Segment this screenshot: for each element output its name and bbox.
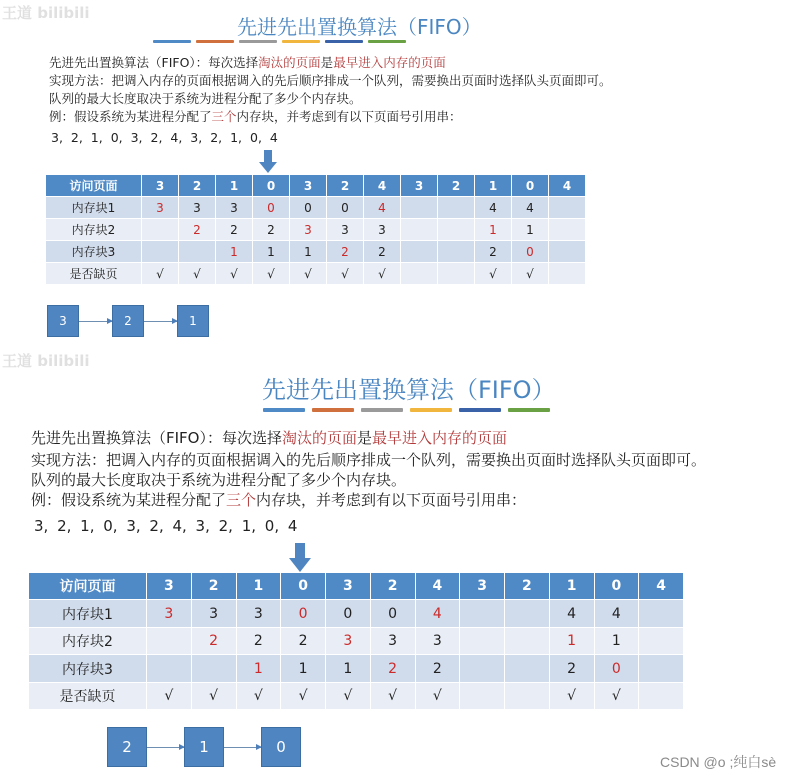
underline-bar [239, 40, 277, 43]
underline-bar [410, 408, 452, 412]
definition-line [31, 431, 507, 446]
title-underline-bars [153, 40, 406, 43]
table-cell: 2 [364, 241, 401, 263]
page-reference-cell: 1 [237, 573, 282, 600]
table-row [46, 241, 586, 263]
table-row [46, 219, 586, 241]
page-reference-cell: 2 [371, 573, 416, 600]
table-row [29, 683, 684, 710]
table-cell: 0 [326, 600, 371, 628]
table-cell [438, 263, 475, 285]
table-cell: 3 [147, 600, 192, 628]
table-cell: 0 [327, 197, 364, 219]
table-cell [505, 655, 550, 683]
table-cell: 3 [192, 600, 237, 628]
table-cell: 2 [475, 241, 512, 263]
row-label: 内存块2 [29, 628, 147, 655]
table-cell: 2 [237, 628, 282, 655]
queue-node: 0 [261, 727, 301, 767]
example-highlight: 三个 [226, 491, 257, 509]
reference-string: 3, 2, 1, 0, 3, 2, 4, 3, 2, 1, 0, 4 [34, 517, 298, 535]
table-cell [147, 655, 192, 683]
table-cell: √ [147, 683, 192, 710]
example-highlight: 三个 [211, 109, 237, 124]
page-reference-cell: 1 [216, 175, 253, 197]
page-reference-cell: 3 [142, 175, 179, 197]
table-cell [192, 655, 237, 683]
down-arrow-icon [259, 150, 277, 174]
table-cell: 2 [216, 219, 253, 241]
example-line [49, 111, 462, 124]
page-reference-cell: 4 [549, 175, 586, 197]
row-label: 内存块3 [29, 655, 147, 683]
slide-title: 先进先出置换算法（FIFO） [262, 376, 556, 404]
table-cell [549, 219, 586, 241]
table-cell: 1 [512, 219, 549, 241]
table-cell [179, 241, 216, 263]
example-text-suffix: 内存块，并考虑到有以下页面号引用串： [256, 491, 527, 509]
method-line: 实现方法：把调入内存的页面根据调入的先后顺序排成一个队列，需要换出页面时选择队头页面即可。 [31, 451, 707, 469]
table-cell: 0 [290, 197, 327, 219]
table-cell: √ [416, 683, 461, 710]
table-cell: √ [281, 683, 326, 710]
table-cell: 1 [281, 655, 326, 683]
table-cell: 4 [550, 600, 595, 628]
table-cell: 3 [326, 628, 371, 655]
queue-link-arrow-icon [224, 747, 261, 748]
page-reference-cell: 0 [253, 175, 290, 197]
queue-node: 1 [184, 727, 224, 767]
table-cell: 3 [416, 628, 461, 655]
table-row [46, 197, 586, 219]
table-cell: 1 [237, 655, 282, 683]
page-reference-cell: 3 [290, 175, 327, 197]
table-cell [438, 241, 475, 263]
table-cell: 2 [179, 219, 216, 241]
underline-bar [282, 40, 320, 43]
page-reference-cell: 4 [416, 573, 461, 600]
page-reference-cell: 0 [512, 175, 549, 197]
row-label: 内存块2 [46, 219, 142, 241]
table-cell: √ [326, 683, 371, 710]
table-cell: 1 [253, 241, 290, 263]
method-line: 实现方法：把调入内存的页面根据调入的先后顺序排成一个队列，需要换出页面时选择队头页面即可。 [49, 73, 612, 88]
page-reference-cell: 4 [639, 573, 684, 600]
row-label: 内存块1 [46, 197, 142, 219]
queue-node: 3 [47, 305, 79, 337]
underline-bar [153, 40, 191, 43]
table-cell: 3 [216, 197, 253, 219]
table-cell: 2 [192, 628, 237, 655]
table-cell: 2 [253, 219, 290, 241]
table-cell: 3 [237, 600, 282, 628]
example-text: 例：假设系统为某进程分配了 [31, 491, 227, 509]
definition-highlight-2: 最早进入内存的页面 [372, 429, 508, 447]
page-reference-cell: 0 [281, 573, 326, 600]
definition-text-mid: 是 [357, 429, 373, 447]
table-cell: 4 [364, 197, 401, 219]
page-reference-cell: 0 [595, 573, 640, 600]
table-cell: 4 [416, 600, 461, 628]
watermark-top: 王道 bilibili [2, 4, 90, 22]
table-row [29, 628, 684, 655]
table-cell [142, 241, 179, 263]
table-cell [460, 600, 505, 628]
table-cell: √ [179, 263, 216, 285]
underline-bar [312, 408, 354, 412]
table-cell: 3 [364, 219, 401, 241]
table-cell: √ [237, 683, 282, 710]
table-cell: √ [216, 263, 253, 285]
example-text-suffix: 内存块，并考虑到有以下页面号引用串： [236, 109, 462, 124]
table-cell: √ [142, 263, 179, 285]
table-cell: 3 [179, 197, 216, 219]
page-reference-cell: 2 [505, 573, 550, 600]
table-cell [639, 683, 684, 710]
page-reference-cell: 3 [401, 175, 438, 197]
example-line [31, 493, 526, 508]
page-reference-cell: 4 [364, 175, 401, 197]
page-reference-cell: 2 [438, 175, 475, 197]
table-cell [505, 628, 550, 655]
table-cell: 4 [595, 600, 640, 628]
table-cell: √ [364, 263, 401, 285]
table-cell: 0 [281, 600, 326, 628]
table-cell: 0 [595, 655, 640, 683]
row-label: 是否缺页 [46, 263, 142, 285]
table-cell: √ [371, 683, 416, 710]
page-reference-cell: 1 [475, 175, 512, 197]
down-arrow-icon [289, 543, 311, 573]
queue-node: 2 [112, 305, 144, 337]
fifo-table [46, 175, 586, 285]
table-cell: 3 [290, 219, 327, 241]
table-cell: 1 [550, 628, 595, 655]
table-cell [401, 219, 438, 241]
table-cell: 1 [216, 241, 253, 263]
slide-title: 先进先出置换算法（FIFO） [237, 15, 482, 39]
table-cell [639, 655, 684, 683]
table-cell [505, 600, 550, 628]
definition-highlight-1: 淘汰的页面 [258, 55, 321, 70]
table-cell [401, 263, 438, 285]
table-cell: 1 [326, 655, 371, 683]
underline-bar [325, 40, 363, 43]
table-row [46, 263, 586, 285]
fifo-table [29, 573, 684, 710]
example-text: 例：假设系统为某进程分配了 [49, 109, 212, 124]
table-cell: √ [512, 263, 549, 285]
header-label: 访问页面 [46, 175, 142, 197]
table-cell: 0 [253, 197, 290, 219]
page-reference-cell: 2 [327, 175, 364, 197]
table-cell [401, 197, 438, 219]
definition-highlight-1: 淘汰的页面 [282, 429, 358, 447]
table-cell: 0 [371, 600, 416, 628]
queue-link-arrow-icon [79, 321, 112, 322]
table-cell: 3 [327, 219, 364, 241]
table-cell [505, 683, 550, 710]
table-cell: 2 [371, 655, 416, 683]
table-cell [549, 197, 586, 219]
table-cell [460, 655, 505, 683]
table-cell [147, 628, 192, 655]
table-cell: 2 [550, 655, 595, 683]
table-cell [460, 683, 505, 710]
header-label: 访问页面 [29, 573, 147, 600]
underline-bar [196, 40, 234, 43]
table-row [29, 655, 684, 683]
row-label: 内存块3 [46, 241, 142, 263]
underline-bar [368, 40, 406, 43]
underline-bar [263, 408, 305, 412]
table-cell: √ [327, 263, 364, 285]
table-cell: √ [475, 263, 512, 285]
table-cell [142, 219, 179, 241]
table-cell [438, 197, 475, 219]
table-cell: 4 [475, 197, 512, 219]
table-cell [639, 628, 684, 655]
row-label: 内存块1 [29, 600, 147, 628]
definition-text: 先进先出置换算法（FIFO）：每次选择 [49, 55, 259, 70]
queue-length-line: 队列的最大长度取决于系统为进程分配了多少个内存块。 [31, 471, 407, 489]
watermark-middle: 王道 bilibili [2, 352, 90, 370]
underline-bar [459, 408, 501, 412]
table-cell [549, 263, 586, 285]
queue-node: 2 [107, 727, 147, 767]
definition-highlight-2: 最早进入内存的页面 [333, 55, 446, 70]
title-underline-bars [263, 408, 550, 412]
page-reference-cell: 3 [326, 573, 371, 600]
page-reference-cell: 3 [460, 573, 505, 600]
table-cell [549, 241, 586, 263]
underline-bar [361, 408, 403, 412]
page-reference-cell: 3 [147, 573, 192, 600]
table-cell: √ [550, 683, 595, 710]
queue-link-arrow-icon [144, 321, 177, 322]
table-cell: 2 [327, 241, 364, 263]
definition-line [49, 57, 446, 70]
table-cell: 1 [595, 628, 640, 655]
table-cell: 1 [290, 241, 327, 263]
page-reference-cell: 2 [179, 175, 216, 197]
table-cell: 2 [281, 628, 326, 655]
table-cell: 4 [512, 197, 549, 219]
table-header-row [46, 175, 586, 197]
reference-string: 3, 2, 1, 0, 3, 2, 4, 3, 2, 1, 0, 4 [51, 130, 278, 145]
definition-text-mid: 是 [320, 55, 334, 70]
table-cell: √ [253, 263, 290, 285]
table-cell: √ [290, 263, 327, 285]
queue-length-line: 队列的最大长度取决于系统为进程分配了多少个内存块。 [49, 91, 362, 106]
page-reference-cell: 2 [192, 573, 237, 600]
table-cell: 3 [371, 628, 416, 655]
underline-bar [508, 408, 550, 412]
definition-text: 先进先出置换算法（FIFO）：每次选择 [31, 429, 282, 447]
page-reference-cell: 1 [550, 573, 595, 600]
table-cell: 3 [142, 197, 179, 219]
table-cell: 0 [512, 241, 549, 263]
table-cell [460, 628, 505, 655]
table-cell: 1 [475, 219, 512, 241]
row-label: 是否缺页 [29, 683, 147, 710]
table-cell [401, 241, 438, 263]
table-cell: √ [595, 683, 640, 710]
table-header-row [29, 573, 684, 600]
queue-node: 1 [177, 305, 209, 337]
table-row [29, 600, 684, 628]
table-cell [639, 600, 684, 628]
credit-watermark: CSDN @o ;纯白sè [660, 754, 777, 770]
table-cell [438, 219, 475, 241]
queue-link-arrow-icon [147, 747, 184, 748]
table-cell: 2 [416, 655, 461, 683]
table-cell: √ [192, 683, 237, 710]
